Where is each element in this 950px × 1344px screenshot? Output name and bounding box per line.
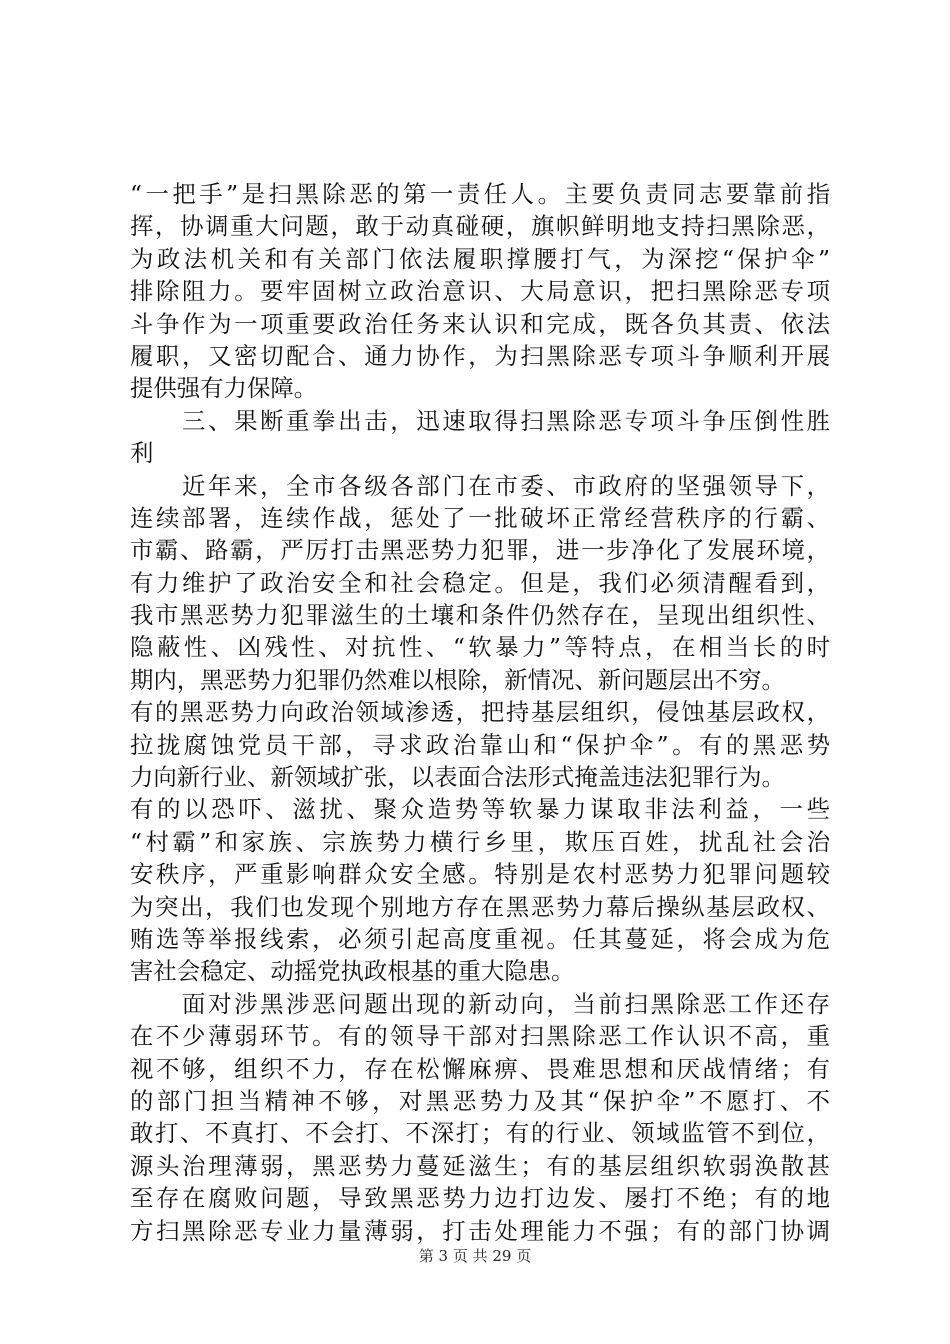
text-line: 斗争作为一项重要政治任务来认识和完成，既各负其责、依法 [130, 309, 833, 338]
text-line: 面对涉黑涉恶问题出现的新动向，当前扫黑除恶工作还存 [130, 989, 833, 1018]
text-line: 的部门担当精神不够，对黑恶势力及其“保护伞”不愿打、不 [130, 1086, 834, 1115]
text-line: 我市黑恶势力犯罪滋生的土壤和条件仍然存在，呈现出组织性、 [130, 601, 832, 630]
text-line: 为政法机关和有关部门依法履职撑腰打气，为深挖“保护伞” [130, 244, 834, 273]
text-line: 排除阻力。要牢固树立政治意识、大局意识，把扫黑除恶专项 [130, 277, 833, 306]
text-line: 市霸、路霸，严厉打击黑恶势力犯罪，进一步净化了发展环境， [130, 536, 832, 565]
text-line: “一把手”是扫黑除恶的第一责任人。主要负责同志要靠前指 [130, 180, 834, 208]
text-line: 履职，又密切配合、通力协作，为扫黑除恶专项斗争顺利开展 [130, 341, 833, 370]
text-line: 挥，协调重大问题，敢于动真碰硬，旗帜鲜明地支持扫黑除恶， [130, 212, 832, 241]
text-line: “村霸”和家族、宗族势力横行乡里，欺压百姓，扰乱社会治 [130, 827, 834, 856]
text-line: 近年来，全市各级各部门在市委、市政府的坚强领导下， [130, 471, 833, 500]
text-line: 方扫黑除恶专业力量薄弱，打击处理能力不强；有的部门协调 [130, 1216, 833, 1245]
text-line: 害社会稳定、动摇党执政根基的重大隐患。 [130, 957, 575, 986]
text-line: 有的以恐吓、滋扰、聚众造势等软暴力谋取非法利益，一些 [130, 795, 834, 824]
text-line: 至存在腐败问题，导致黑恶势力边打边发、屡打不绝；有的地 [130, 1184, 833, 1213]
text-line: 有的黑恶势力向政治领域渗透，把持基层组织，侵蚀基层政权， [130, 698, 832, 727]
text-line: 视不够，组织不力，存在松懈麻痹、畏难思想和厌战情绪；有 [130, 1054, 833, 1083]
text-line: 敢打、不真打、不会打、不深打；有的行业、领域监管不到位， [130, 1119, 832, 1148]
text-line: 为突出，我们也发现个别地方存在黑恶势力幕后操纵基层政权、 [130, 892, 832, 921]
text-line: 利 [130, 439, 154, 468]
text-line: 源头治理薄弱，黑恶势力蔓延滋生；有的基层组织软弱涣散甚 [130, 1151, 833, 1180]
text-line: 提供强有力保障。 [130, 374, 318, 403]
text-line: 期内，黑恶势力犯罪仍然难以根除，新情况、新问题层出不穷。 [130, 665, 785, 694]
document-body [130, 178, 834, 1247]
text-line: 三、果断重拳出击，迅速取得扫黑除恶专项斗争压倒性胜 [130, 406, 833, 435]
text-line: 贿选等举报线索，必须引起高度重视。任其蔓延，将会成为危 [130, 924, 833, 953]
page-footer: 第 3 页 共 29 页 [418, 1247, 532, 1265]
text-line: 有力维护了政治安全和社会稳定。但是，我们必须清醒看到， [130, 568, 833, 597]
text-line: 在不少薄弱环节。有的领导干部对扫黑除恶工作认识不高，重 [130, 1022, 833, 1051]
text-line: 安秩序，严重影响群众安全感。特别是农村恶势力犯罪问题较 [130, 860, 833, 889]
text-line: 力向新行业、新领域扩张，以表面合法形式掩盖违法犯罪行为。 [130, 763, 785, 792]
text-line: 连续部署，连续作战，惩处了一批破坏正常经营秩序的行霸、 [130, 503, 833, 532]
text-line: 隐蔽性、凶残性、对抗性、“软暴力”等特点，在相当长的时 [130, 633, 834, 662]
text-line: 拉拢腐蚀党员干部，寻求政治靠山和“保护伞”。有的黑恶势 [130, 730, 834, 759]
